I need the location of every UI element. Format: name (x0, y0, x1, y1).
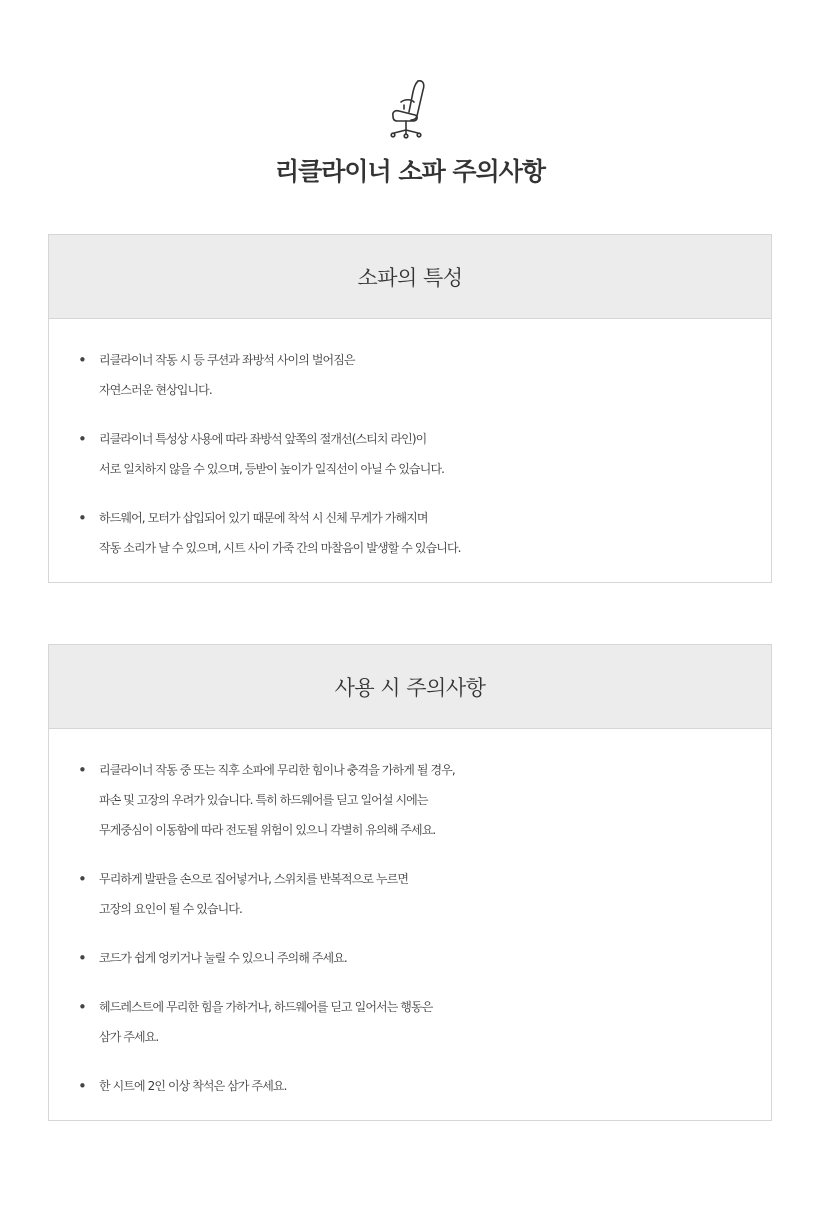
list-item-line: • 리클라이너 작동 중 또는 직후 소파에 무리한 힘이나 충격을 가하게 될 경우, (99, 763, 455, 777)
list-item-line: • 하드웨어, 모터가 삽입되어 있기 때문에 착석 시 신체 무게가 가해지며 (99, 511, 428, 525)
list-item-line: 무게중심이 이동함에 따라 전도될 위험이 있으니 각별히 유의해 주세요. (99, 823, 436, 837)
page-header (0, 78, 820, 189)
list-item (77, 424, 771, 484)
section-header (49, 235, 771, 319)
recliner-chair-icon (387, 78, 433, 140)
section-body (49, 319, 771, 563)
section-header (49, 645, 771, 729)
list-item (77, 503, 771, 563)
list-item-line: 서로 일치하지 않을 수 있으며, 등받이 높이가 일직선이 아닐 수 있습니다. (99, 462, 445, 476)
list-item-line: • 코드가 쉽게 엉키거나 눌릴 수 있으니 주의해 주세요. (99, 951, 347, 965)
list-item-line: 삼가 주세요. (99, 1030, 159, 1044)
section-usage-precautions (48, 644, 772, 1121)
list-item-line: • 리클라이너 특성상 사용에 따라 좌방석 앞쪽의 절개선(스티치 라인)이 (99, 432, 427, 446)
list-item-line: • 한 시트에 2인 이상 착석은 삼가 주세요. (99, 1079, 287, 1093)
list-item (77, 864, 771, 924)
section-title: 소파의 특성 (357, 265, 463, 290)
section-body (49, 729, 771, 1101)
section-title: 사용 시 주의사항 (334, 675, 486, 700)
list-item (77, 345, 771, 405)
list-item (77, 943, 771, 973)
list-item-line: • 리클라이너 작동 시 등 쿠션과 좌방석 사이의 벌어짐은 (99, 353, 355, 367)
list-item-line: 작동 소리가 날 수 있으며, 시트 사이 가죽 간의 마찰음이 발생할 수 있습니다. (99, 541, 461, 555)
page-title: 리클라이너 소파 주의사항 (274, 157, 546, 186)
list-item (77, 1071, 771, 1101)
notice-list (49, 345, 771, 563)
list-item (77, 992, 771, 1052)
notice-list (49, 755, 771, 1101)
list-item-line: 고장의 요인이 될 수 있습니다. (99, 902, 242, 916)
list-item-line: 파손 및 고장의 우려가 있습니다. 특히 하드웨어를 딛고 일어설 시에는 (99, 793, 428, 807)
list-item (77, 755, 771, 845)
list-item-line: • 무리하게 발판을 손으로 집어넣거나, 스위치를 반복적으로 누르면 (99, 872, 409, 886)
section-sofa-characteristics (48, 234, 772, 583)
list-item-line: 자연스러운 현상입니다. (99, 383, 212, 397)
list-item-line: • 헤드레스트에 무리한 힘을 가하거나, 하드웨어를 딛고 일어서는 행동은 (99, 1000, 433, 1014)
